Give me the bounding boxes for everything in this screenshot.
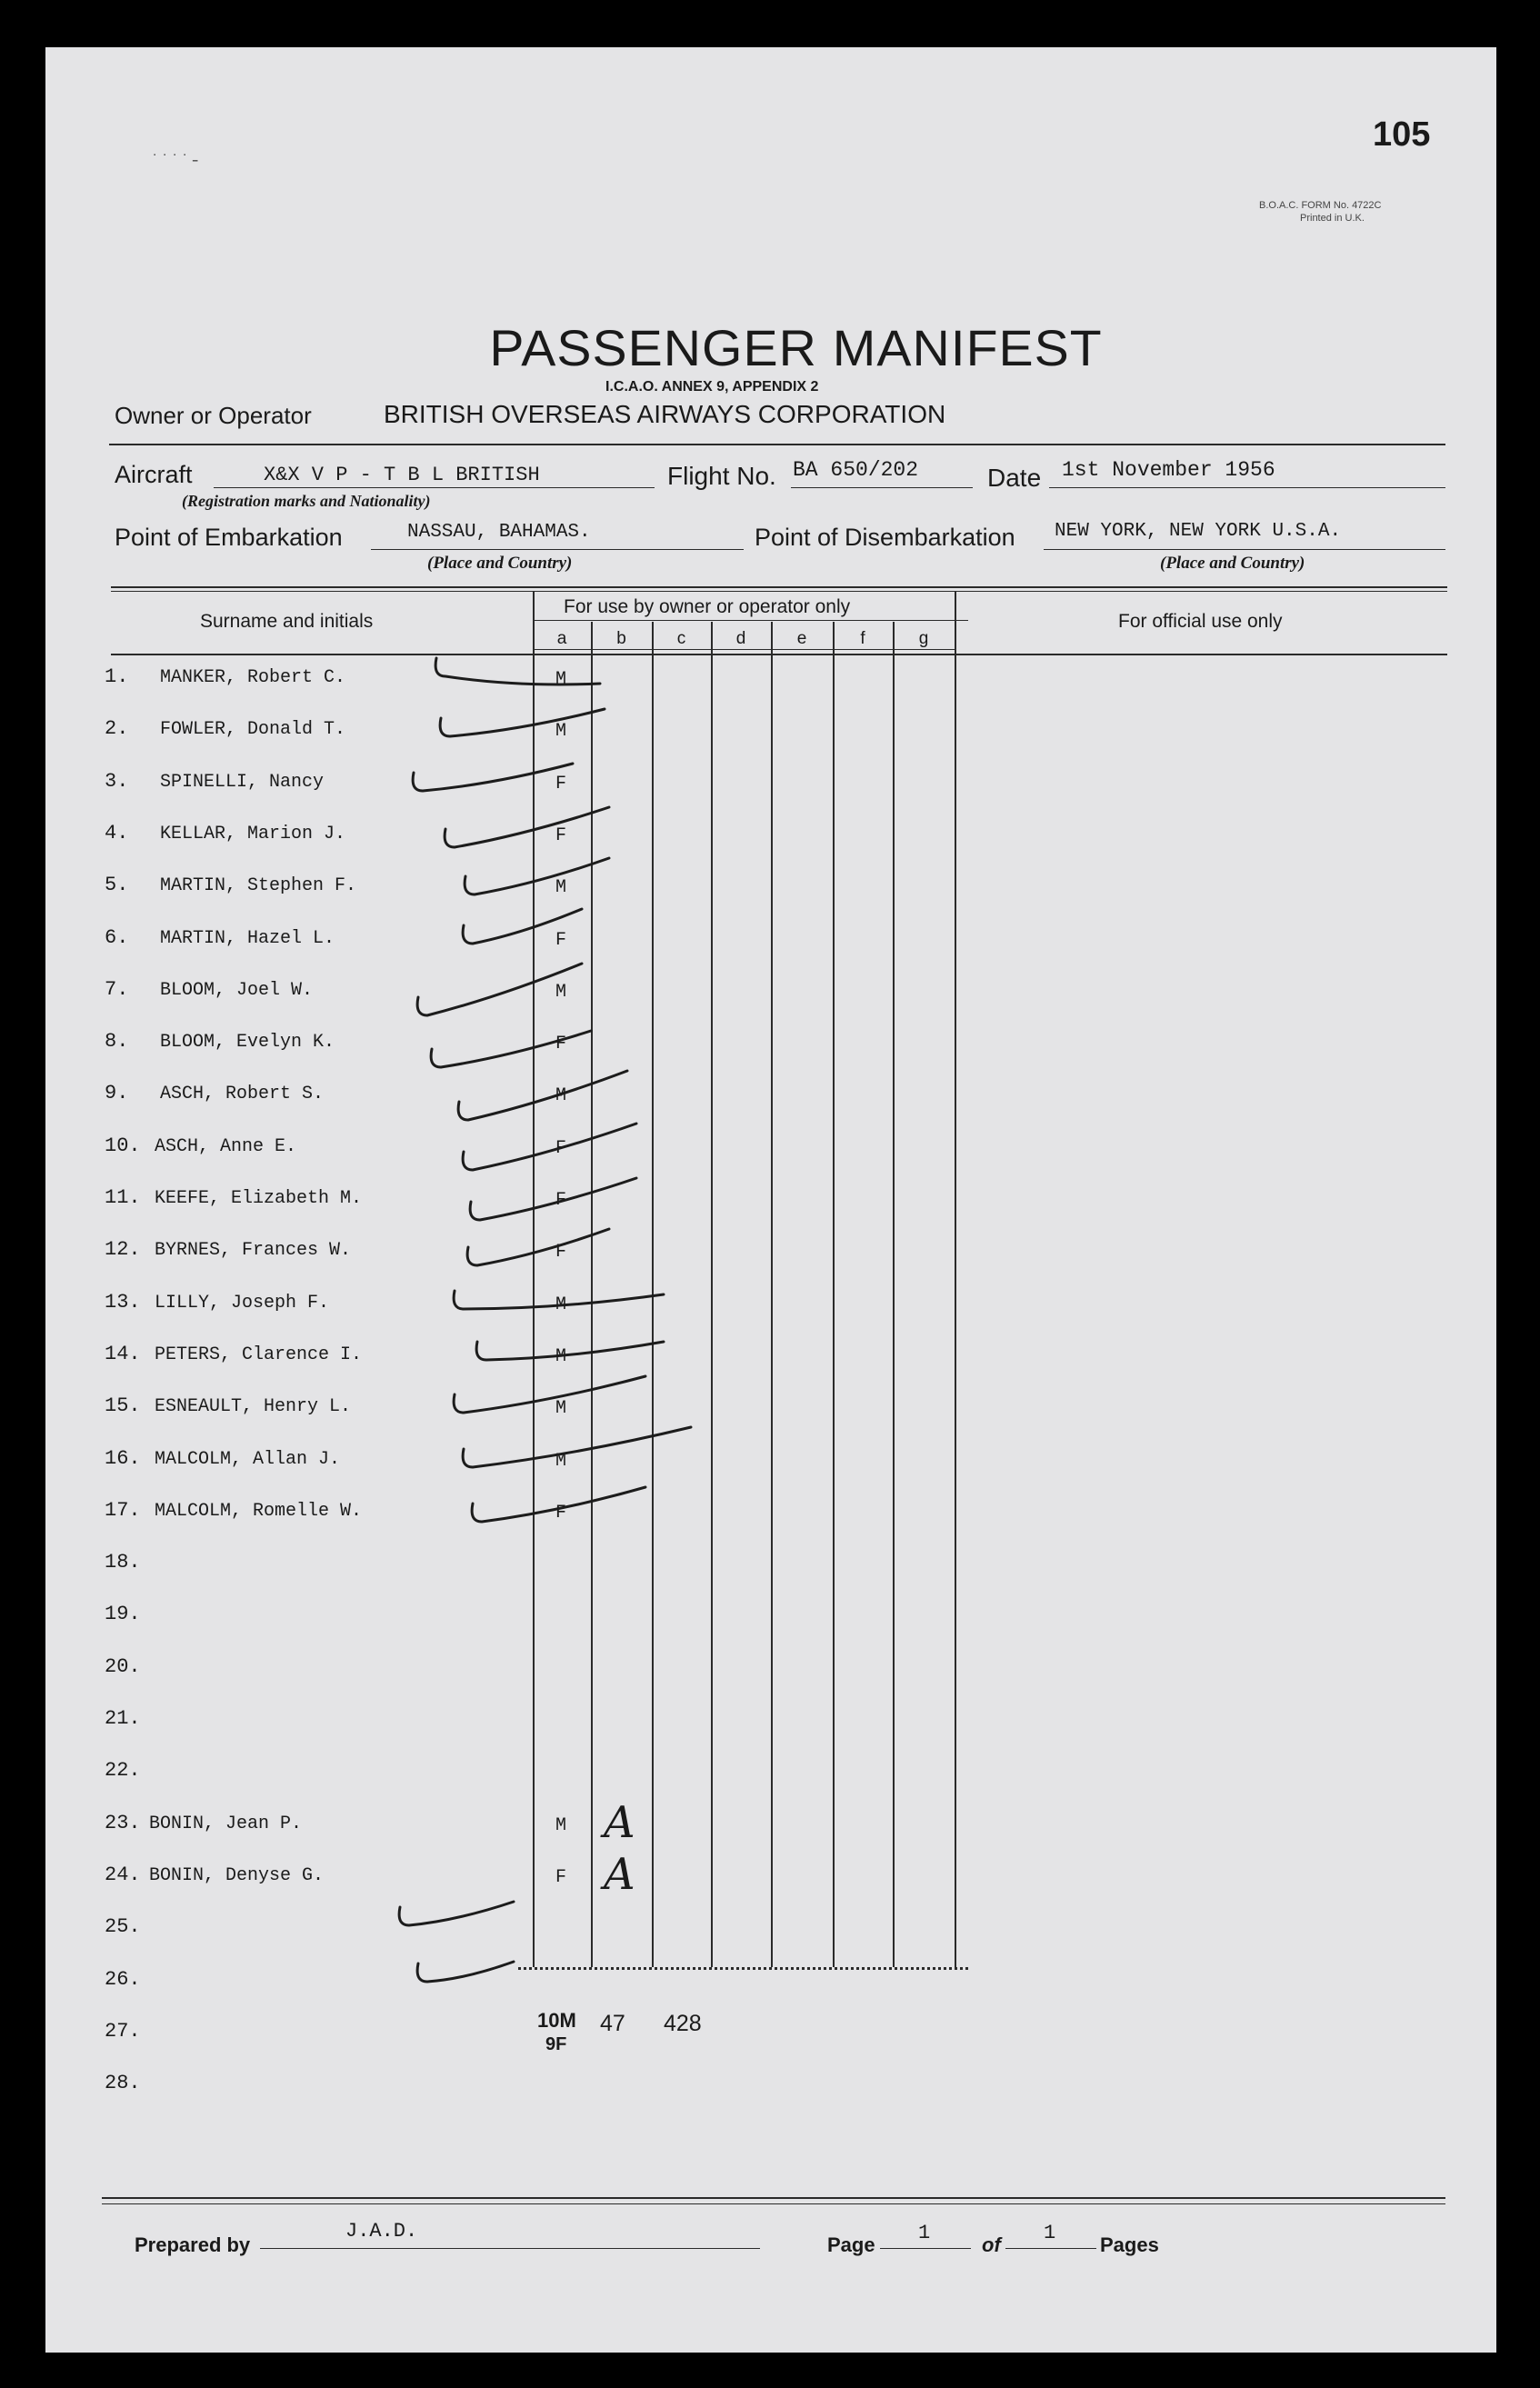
passenger-name: MARTIN, Stephen F. [160,875,357,897]
passenger-number: 15. [105,1394,141,1418]
passenger-name: BLOOM, Evelyn K. [160,1032,335,1054]
passenger-number: 1. [105,665,129,688]
passenger-number: 28. [105,2072,141,2095]
passenger-number: 21. [105,1707,141,1730]
total-a-line1: 10M [537,2009,576,2032]
embark-label: Point of Embarkation [115,524,343,551]
disembark-underline [1044,549,1445,550]
passenger-sex: M [555,877,567,899]
passenger-number: 20. [105,1654,141,1678]
passenger-row [45,969,1496,1021]
passenger-name: BONIN, Denyse G. [149,1864,325,1886]
passenger-number: 17. [105,1498,141,1522]
passenger-sex: F [555,1242,567,1264]
column-b-mark: A [604,1848,635,1900]
passenger-number: 9. [105,1082,129,1105]
prepared-value: J.A.D. [345,2220,418,2243]
passenger-row [45,1177,1496,1229]
of-underline [1005,2248,1096,2249]
passenger-row [45,1438,1496,1490]
column-letter-b: b [616,629,626,648]
passenger-row [45,1594,1496,1645]
embark-caption: (Place and Country) [427,554,573,573]
passenger-number: 5. [105,874,129,897]
passenger-name: ESNEAULT, Henry L. [155,1396,352,1418]
passenger-name: BONIN, Jean P. [149,1813,303,1834]
passenger-number: 27. [105,2019,141,2043]
passenger-row [45,864,1496,916]
flight-value: BA 650/202 [793,458,919,482]
prepared-underline [260,2248,760,2249]
total-a-line2: 9F [545,2034,567,2054]
column-header-rule [111,654,1447,655]
letters-underline [533,649,956,650]
passenger-sex: F [555,1137,567,1159]
passenger-row [45,1698,1496,1750]
passenger-sex: M [555,1398,567,1420]
flight-underline [791,487,973,488]
passenger-sex: M [555,1294,567,1315]
passenger-number: 24. [105,1863,141,1886]
surname-header: Surname and initials [200,611,374,632]
aircraft-value: X&X V P - T B L BRITISH [264,464,540,486]
passenger-row [45,1334,1496,1385]
passenger-name: MANKER, Robert C. [160,667,346,688]
totals-rule [518,1967,968,1970]
passenger-number: 10. [105,1134,141,1157]
passenger-sex: F [555,929,567,951]
passenger-row [45,1796,1496,1854]
passenger-sex: M [555,1345,567,1367]
passenger-sex: M [555,1450,567,1472]
header-rule-1 [109,444,1445,445]
total-b: 47 [600,2011,625,2036]
passenger-number: 14. [105,1342,141,1365]
of-value: 1 [1044,2222,1056,2244]
date-label: Date [987,464,1042,492]
passenger-name: PETERS, Clarence I. [155,1344,363,1365]
table-top-rule [111,586,1447,588]
page-underline [880,2248,971,2249]
passenger-row [45,1282,1496,1334]
passenger-number: 22. [105,1759,141,1783]
passenger-row [45,2011,1496,2063]
official-use-header: For official use only [1118,611,1283,632]
manifest-sheet [45,47,1496,2353]
passenger-row [45,2063,1496,2114]
pages-label: Pages [1100,2233,1159,2256]
embark-underline [371,549,744,550]
manifest-title: PASSENGER MANIFEST [489,319,1103,376]
flight-label: Flight No. [667,462,776,490]
passenger-name: ASCH, Anne E. [155,1135,297,1157]
date-underline [1049,487,1445,488]
passenger-row [45,813,1496,864]
passenger-number: 8. [105,1030,129,1054]
passenger-name: SPINELLI, Nancy [160,771,325,793]
passenger-row [45,1750,1496,1802]
passenger-name: MALCOLM, Allan J. [155,1448,341,1470]
total-c: 428 [664,2011,702,2036]
passenger-sex: M [555,721,567,743]
owner-value: BRITISH OVERSEAS AIRWAYS CORPORATION [384,400,946,428]
footer-rule-2 [102,2203,1445,2204]
disembark-label: Point of Disembarkation [755,524,1015,551]
date-value: 1st November 1956 [1062,458,1275,482]
passenger-sex: F [555,1502,567,1524]
passenger-number: 4. [105,821,129,844]
passenger-row [45,1848,1496,1906]
passenger-sex: M [555,981,567,1003]
column-letter-d: d [735,629,746,648]
passenger-sex: M [555,1085,567,1107]
passenger-number: 2. [105,717,129,741]
passenger-number: 23. [105,1811,141,1834]
page-label: Page [827,2233,875,2256]
aircraft-caption: (Registration marks and Nationality) [182,492,431,510]
passenger-number: 19. [105,1603,141,1626]
passenger-row [45,1125,1496,1177]
passenger-name: BYRNES, Frances W. [155,1240,352,1262]
passenger-name: KELLAR, Marion J. [160,823,346,844]
of-label: of [982,2233,1001,2256]
passenger-sex: F [555,1190,567,1211]
passenger-sex: F [555,1034,567,1055]
column-letter-e: e [796,629,807,648]
column-letter-c: c [676,629,686,648]
passenger-row [45,1229,1496,1281]
aircraft-underline [214,487,655,488]
passenger-row [45,1490,1496,1542]
disembark-value: NEW YORK, NEW YORK U.S.A. [1055,521,1342,542]
passenger-name: MARTIN, Hazel L. [160,927,335,949]
passenger-number: 18. [105,1551,141,1574]
owner-use-underline [534,620,968,621]
owner-use-header: For use by owner or operator only [564,596,851,617]
passenger-sex: F [555,773,567,794]
owner-label: Owner or Operator [115,402,312,429]
table-top-rule-2 [111,591,1447,592]
footer-rule-1 [102,2197,1445,2199]
icao-annex: I.C.A.O. ANNEX 9, APPENDIX 2 [605,379,819,395]
passenger-row [45,1021,1496,1073]
embark-value: NASSAU, BAHAMAS. [407,522,591,543]
page-number: 105 [1373,115,1431,154]
form-reference: B.O.A.C. FORM No. 4722C [1259,200,1382,211]
passenger-row [45,1542,1496,1594]
column-b-mark: A [604,1796,635,1848]
passenger-sex: F [555,824,567,846]
passenger-row [45,656,1496,708]
passenger-number: 3. [105,769,129,793]
passenger-number: 26. [105,1967,141,1991]
passenger-name: KEEFE, Elizabeth M. [155,1188,363,1209]
passenger-name: FOWLER, Donald T. [160,719,346,741]
passenger-number: 16. [105,1446,141,1470]
passenger-name: LILLY, Joseph F. [155,1292,330,1314]
passenger-number: 6. [105,925,129,949]
prepared-label: Prepared by [135,2233,251,2256]
passenger-name: ASCH, Robert S. [160,1084,325,1105]
printed-in: Printed in U.K. [1300,213,1365,224]
passenger-name: BLOOM, Joel W. [160,979,314,1001]
stray-marks: ˙ ˙ ˙ ˙ ╴ [153,152,203,170]
passenger-row [45,1646,1496,1698]
page-value: 1 [918,2222,931,2244]
passenger-sex: M [555,1814,567,1836]
column-letter-g: g [918,629,929,648]
passenger-row [45,917,1496,969]
passenger-row [45,708,1496,760]
passenger-row [45,1073,1496,1124]
passenger-number: 25. [105,1915,141,1939]
passenger-number: 13. [105,1290,141,1314]
column-letter-a: a [556,629,567,648]
passenger-sex: F [555,1866,567,1888]
disembark-caption: (Place and Country) [1160,554,1305,573]
passenger-number: 11. [105,1186,141,1209]
passenger-number: 12. [105,1238,141,1262]
passenger-number: 7. [105,977,129,1001]
passenger-sex: M [555,669,567,690]
passenger-row [45,1906,1496,1958]
passenger-name: MALCOLM, Romelle W. [155,1500,363,1522]
column-letter-f: f [860,629,865,648]
passenger-row [45,1385,1496,1437]
passenger-row [45,761,1496,813]
aircraft-label: Aircraft [115,461,193,488]
